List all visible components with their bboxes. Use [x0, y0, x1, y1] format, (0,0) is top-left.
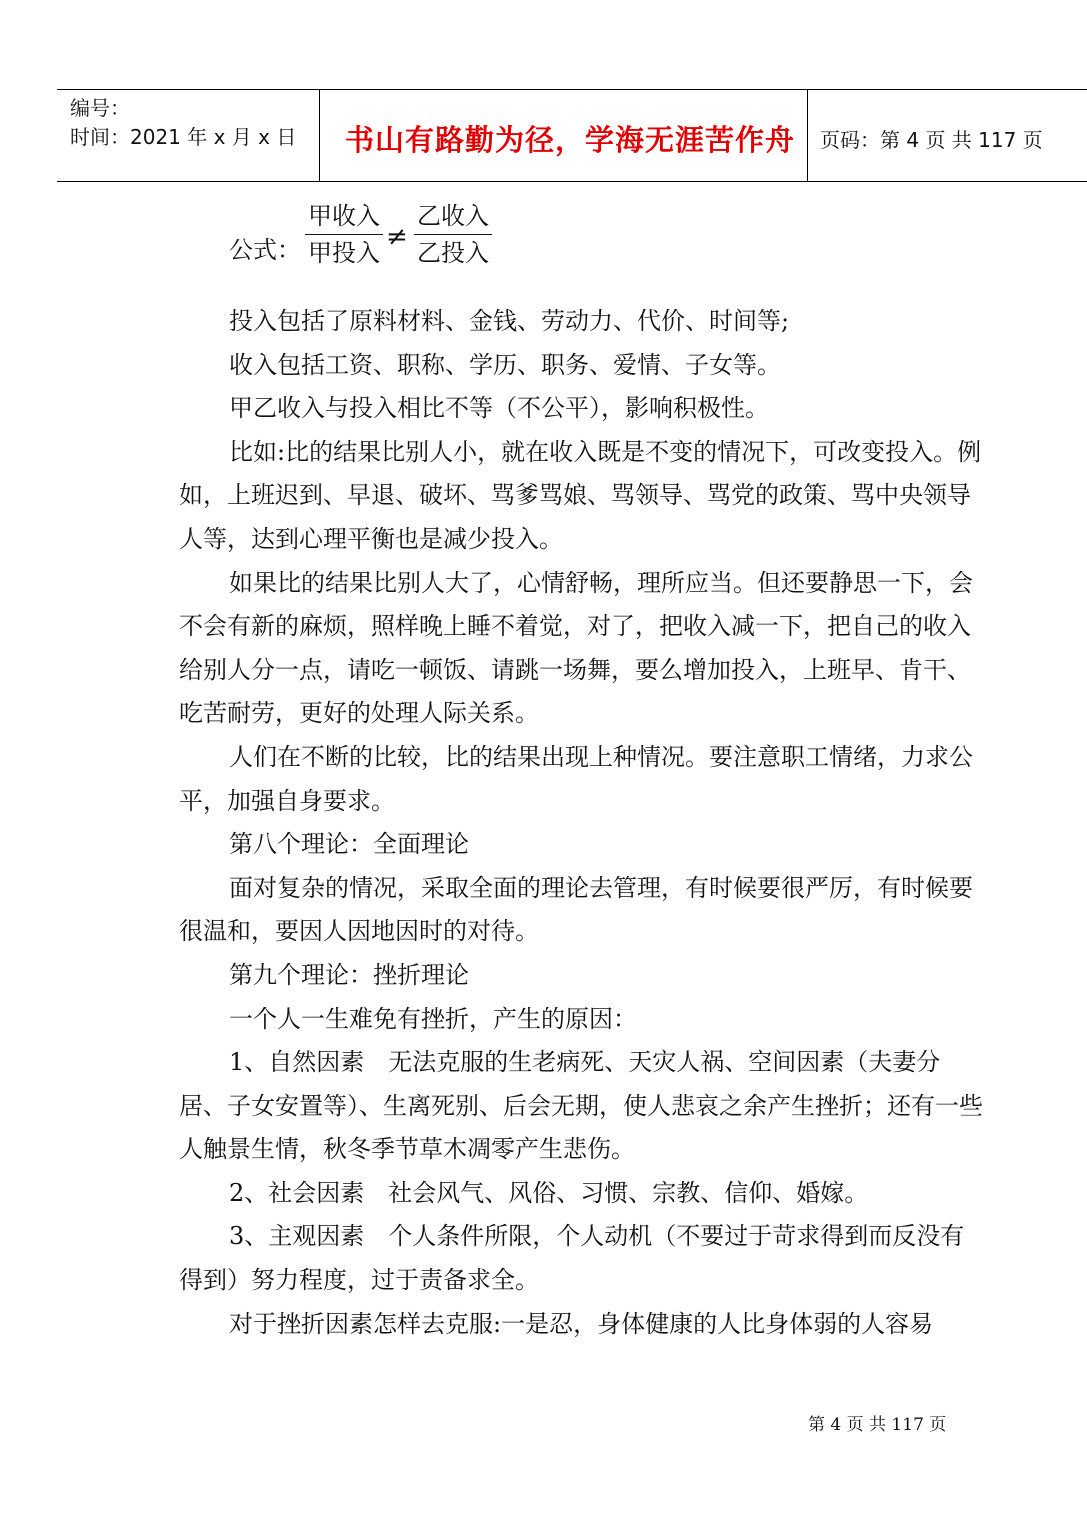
paragraph: 对于挫折因素怎样去克服:一是忍，身体健康的人比身体弱的人容易 — [229, 1309, 934, 1338]
header-divider-left — [319, 89, 320, 182]
paragraph: 投入包括了原料材料、金钱、劳动力、代价、时间等; — [229, 307, 790, 335]
serial-number-label: 编号： — [70, 96, 130, 120]
paragraph: 人们在不断的比较，比的结果出现上种情况。要注意职工情绪，力求公平，加强自身要求。 — [179, 742, 973, 815]
date-label: 时间：2021 年 x 月 x 日 — [70, 125, 297, 149]
footer-page-number: 第 4 页 共 117 页 — [808, 1415, 947, 1435]
right-denominator: 乙投入 — [417, 239, 489, 267]
header-page-number: 页码：第 4 页 共 117 页 — [820, 128, 1043, 152]
left-fraction-bar — [305, 234, 383, 235]
paragraph: 甲乙收入与投入相比不等（不公平），影响积极性。 — [229, 394, 769, 423]
page-header — [0, 0, 1087, 183]
left-denominator: 甲投入 — [308, 239, 380, 267]
paragraph: 如果比的结果比别人大了，心情舒畅，理所应当。但还要静思一下，会不会有新的麻烦，照样晚上睡不着觉，对了，把收入减一下，把自己的收入给别人分一点，请吃一顿饭、请跳一场舞，要么增加投入，上班早、肯干、吃苦耐劳，更好的处理人际关系。 — [179, 568, 973, 728]
paragraph: 一个人一生难免有挫折，产生的原因： — [229, 1004, 637, 1033]
list-item: 3、主观因素 个人条件所限，个人动机（不要过于苛求得到而反没有得到）努力程度，过于责备求全。 — [179, 1222, 965, 1295]
section-heading: 第八个理论：全面理论 — [229, 830, 469, 859]
header-top-rule — [57, 89, 1087, 90]
list-item: 2、社会因素 社会风气、风俗、习惯、宗教、信仰、婚嫁。 — [229, 1178, 869, 1207]
right-fraction-bar — [414, 234, 492, 235]
left-fraction — [305, 200, 383, 269]
not-equal-sign: ≠ — [386, 222, 408, 252]
left-numerator: 甲收入 — [308, 202, 380, 230]
section-heading: 第九个理论：挫折理论 — [229, 960, 469, 989]
paragraph: 面对复杂的情况，采取全面的理论去管理，有时候要很严厉，有时候要很温和，要因人因地因时的对待。 — [179, 873, 973, 946]
header-motto: 书山有路勤为径，学海无涯苦作舟 — [345, 123, 796, 157]
right-fraction — [414, 200, 492, 269]
document-body — [179, 300, 987, 1346]
paragraph: 收入包括工资、职称、学历、职务、爱情、子女等。 — [229, 350, 781, 379]
header-bottom-rule — [57, 181, 1087, 182]
paragraph: 比如:比的结果比别人小，就在收入既是不变的情况下，可改变投入。例如，上班迟到、早退、破坏、骂爹骂娘、骂领导、骂党的政策、骂中央领导人等，达到心理平衡也是减少投入。 — [179, 437, 982, 553]
header-divider-right — [807, 89, 808, 182]
right-numerator: 乙收入 — [417, 202, 489, 230]
formula-label: 公式： — [229, 236, 301, 264]
list-item: 1、自然因素 无法克服的生老病死、天灾人祸、空间因素（夫妻分居、子女安置等）、生离死别、后会无期，使人悲哀之余产生挫折；还有一些人触景生情，秋冬季节草木凋零产生悲伤。 — [179, 1048, 983, 1164]
